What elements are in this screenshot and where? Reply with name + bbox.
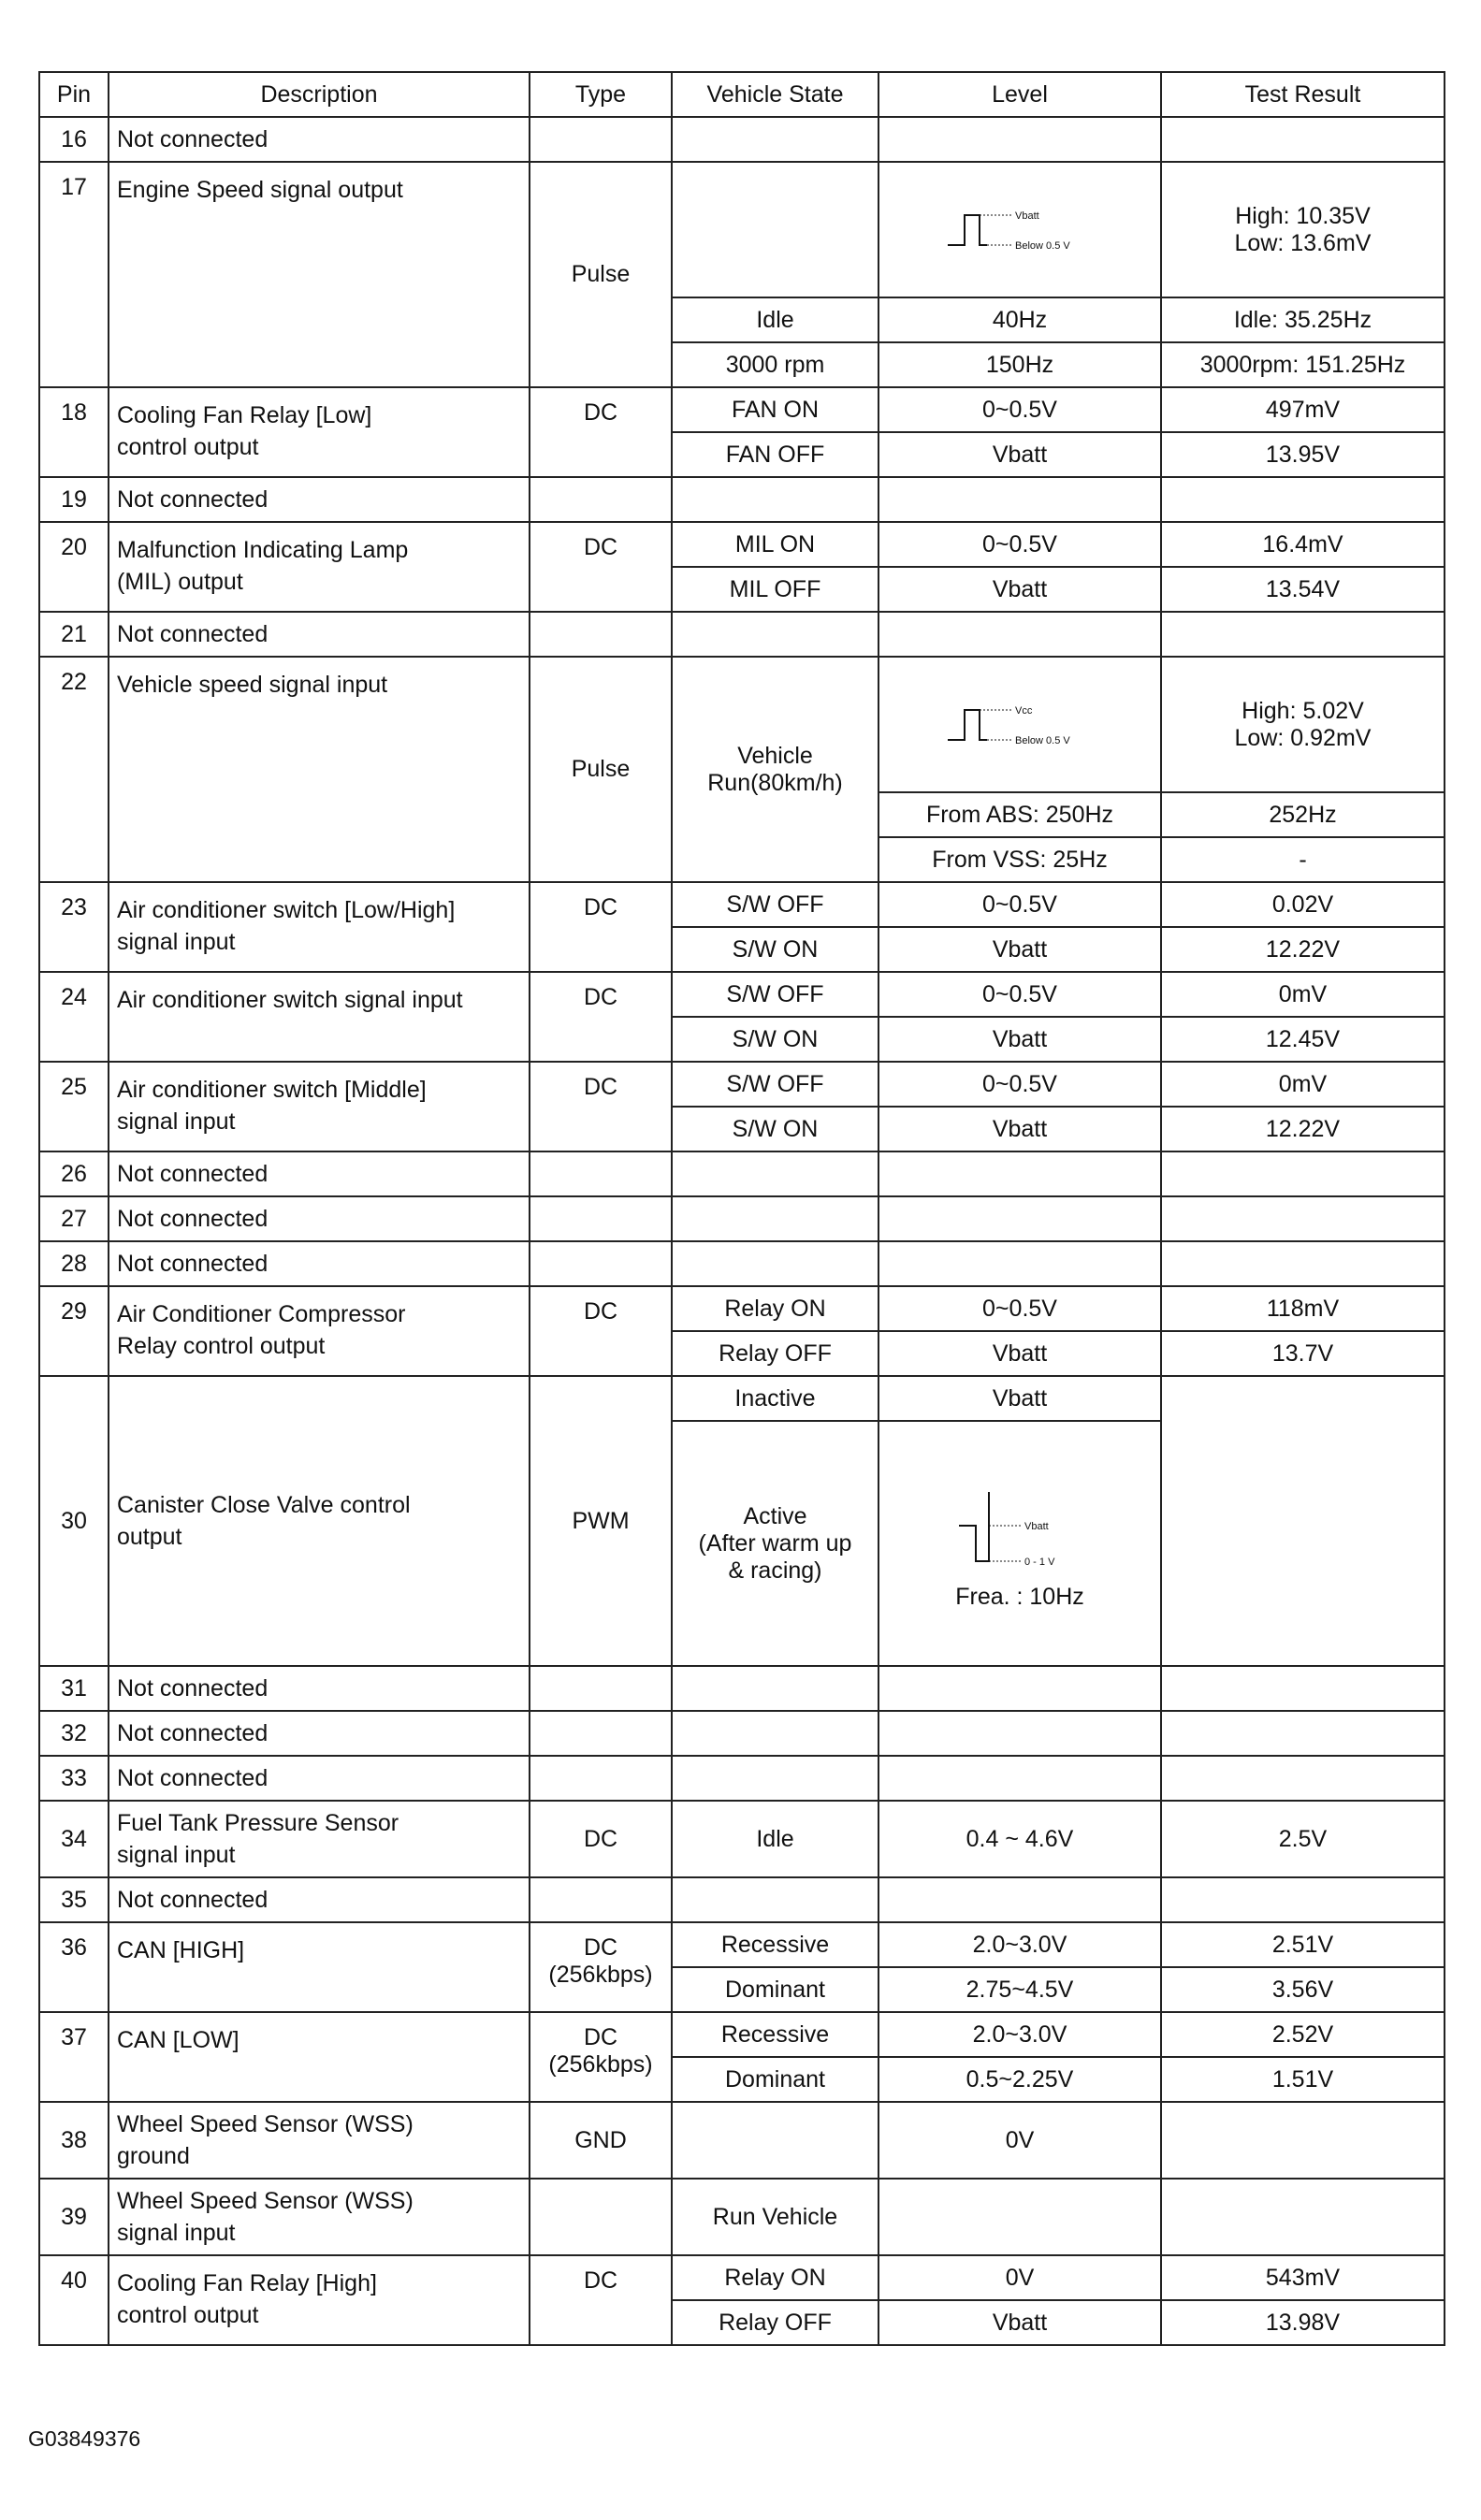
test-result: 0mV <box>1161 972 1445 1017</box>
header-type: Type <box>530 72 672 117</box>
test-result: 2.52V <box>1161 2012 1445 2057</box>
level: 0~0.5V <box>878 972 1161 1017</box>
vehicle-state: FAN ON <box>672 387 878 432</box>
table-row <box>39 1756 1445 1801</box>
table-row <box>39 1711 1445 1756</box>
vehicle-state: Recessive <box>672 2012 878 2057</box>
vehicle-state: Relay ON <box>672 1286 878 1331</box>
table-row <box>39 387 1445 432</box>
figure-id: G03849376 <box>28 2426 141 2451</box>
pin-number: 28 <box>39 1241 109 1286</box>
pin-number: 34 <box>39 1801 109 1877</box>
vehicle-state: Vehicle Run(80km/h) <box>672 657 878 882</box>
pin-number: 21 <box>39 612 109 657</box>
table-row <box>39 657 1445 792</box>
table-row <box>39 2102 1445 2179</box>
pin-description: CAN [HIGH] <box>109 1922 530 2012</box>
pin-number: 17 <box>39 162 109 387</box>
vehicle-state: 3000 rpm <box>672 342 878 387</box>
pin-description: Vehicle speed signal input <box>109 657 530 882</box>
test-result: Idle: 35.25Hz <box>1161 297 1445 342</box>
signal-type: DC <box>530 1801 672 1877</box>
level: 150Hz <box>878 342 1161 387</box>
table-row <box>39 1241 1445 1286</box>
table-row <box>39 2255 1445 2300</box>
pin-number: 27 <box>39 1196 109 1241</box>
test-result: 13.7V <box>1161 1331 1445 1376</box>
pin-description: Cooling Fan Relay [High] control output <box>109 2255 530 2345</box>
pin-number: 37 <box>39 2012 109 2102</box>
vehicle-state: Relay ON <box>672 2255 878 2300</box>
table-row <box>39 612 1445 657</box>
test-result: 3.56V <box>1161 1967 1445 2012</box>
pin-number: 18 <box>39 387 109 477</box>
table-row <box>39 522 1445 567</box>
test-result: 13.95V <box>1161 432 1445 477</box>
level: 0V <box>878 2255 1161 2300</box>
test-result: - <box>1161 837 1445 882</box>
pin-number: 29 <box>39 1286 109 1376</box>
level: 0V <box>878 2102 1161 2179</box>
test-result: 543mV <box>1161 2255 1445 2300</box>
vehicle-state: Recessive <box>672 1922 878 1967</box>
vehicle-state: Run Vehicle <box>672 2179 878 2255</box>
test-result: 13.54V <box>1161 567 1445 612</box>
waveform-cell <box>878 1421 1161 1666</box>
pin-description: Not connected <box>109 1151 530 1196</box>
table-row <box>39 1286 1445 1331</box>
test-result: 0.02V <box>1161 882 1445 927</box>
level: Vbatt <box>878 2300 1161 2345</box>
header-vehicle-state: Vehicle State <box>672 72 878 117</box>
vehicle-state: Dominant <box>672 1967 878 2012</box>
table-row <box>39 2012 1445 2057</box>
level: 0.5~2.25V <box>878 2057 1161 2102</box>
vehicle-state: S/W OFF <box>672 1062 878 1107</box>
test-result: 497mV <box>1161 387 1445 432</box>
pin-description: Canister Close Valve control output <box>109 1376 530 1666</box>
pin-number: 25 <box>39 1062 109 1151</box>
vehicle-state: MIL OFF <box>672 567 878 612</box>
test-result: 16.4mV <box>1161 522 1445 567</box>
vehicle-state: Inactive <box>672 1376 878 1421</box>
level: From VSS: 25Hz <box>878 837 1161 882</box>
level: 2.0~3.0V <box>878 1922 1161 1967</box>
level: 0~0.5V <box>878 522 1161 567</box>
test-result: 0mV <box>1161 1062 1445 1107</box>
signal-type: DC <box>530 387 672 477</box>
signal-type: DC <box>530 972 672 1062</box>
vehicle-state: S/W OFF <box>672 972 878 1017</box>
test-result: 12.22V <box>1161 1107 1445 1151</box>
signal-type: DC <box>530 1286 672 1376</box>
pin-description: Not connected <box>109 1196 530 1241</box>
pin-number: 19 <box>39 477 109 522</box>
pin-number: 26 <box>39 1151 109 1196</box>
table-row <box>39 162 1445 297</box>
level: 0~0.5V <box>878 1062 1161 1107</box>
vehicle-state: S/W ON <box>672 1107 878 1151</box>
pin-description: Air Conditioner Compressor Relay control output <box>109 1286 530 1376</box>
pin-number: 36 <box>39 1922 109 2012</box>
table-row <box>39 1196 1445 1241</box>
header-pin: Pin <box>39 72 109 117</box>
table-row <box>39 882 1445 927</box>
waveform-cell <box>878 162 1161 297</box>
pin-description: Engine Speed signal output <box>109 162 530 387</box>
pin-description: Not connected <box>109 1711 530 1756</box>
vehicle-state: MIL ON <box>672 522 878 567</box>
pin-number: 22 <box>39 657 109 882</box>
pin-description: Not connected <box>109 1756 530 1801</box>
test-result: 2.5V <box>1161 1801 1445 1877</box>
signal-type: Pulse <box>530 657 672 882</box>
pin-number: 30 <box>39 1376 109 1666</box>
vehicle-state: Active (After warm up & racing) <box>672 1421 878 1666</box>
pin-description: Not connected <box>109 1241 530 1286</box>
test-result: 1.51V <box>1161 2057 1445 2102</box>
test-result: 118mV <box>1161 1286 1445 1331</box>
pwm-frequency: Frea. : 10Hz <box>955 1583 1084 1610</box>
table-row <box>39 1062 1445 1107</box>
header-test-result: Test Result <box>1161 72 1445 117</box>
signal-type: PWM <box>530 1376 672 1666</box>
test-result: 3000rpm: 151.25Hz <box>1161 342 1445 387</box>
vehicle-state: Relay OFF <box>672 2300 878 2345</box>
table-row <box>39 1666 1445 1711</box>
vehicle-state: S/W ON <box>672 1017 878 1062</box>
pin-description: Not connected <box>109 477 530 522</box>
level: Vbatt <box>878 432 1161 477</box>
pin-number: 16 <box>39 117 109 162</box>
pulse-waveform-icon <box>931 695 1109 755</box>
test-result: 12.45V <box>1161 1017 1445 1062</box>
table-row <box>39 1151 1445 1196</box>
test-result: 12.22V <box>1161 927 1445 972</box>
table-row <box>39 477 1445 522</box>
test-result: 13.98V <box>1161 2300 1445 2345</box>
pin-description: Fuel Tank Pressure Sensor signal input <box>109 1801 530 1877</box>
level: Vbatt <box>878 1376 1161 1421</box>
pin-number: 20 <box>39 522 109 612</box>
pin-description: Not connected <box>109 612 530 657</box>
pin-description: Air conditioner switch [Low/High] signal input <box>109 882 530 972</box>
level: 0~0.5V <box>878 882 1161 927</box>
table-header-row <box>39 72 1445 117</box>
table-row <box>39 1801 1445 1877</box>
pin-description: Not connected <box>109 117 530 162</box>
waveform-cell <box>878 657 1161 792</box>
pin-description: Not connected <box>109 1666 530 1711</box>
vehicle-state: Relay OFF <box>672 1331 878 1376</box>
level: 2.0~3.0V <box>878 2012 1161 2057</box>
vehicle-state: Idle <box>672 297 878 342</box>
pin-description: Wheel Speed Sensor (WSS) ground <box>109 2102 530 2179</box>
pin-number: 38 <box>39 2102 109 2179</box>
signal-type: DC (256kbps) <box>530 1922 672 2012</box>
header-description: Description <box>109 72 530 117</box>
test-result: High: 10.35V Low: 13.6mV <box>1161 162 1445 297</box>
waveform-high-label: Vcc <box>1015 704 1033 717</box>
signal-type: DC (256kbps) <box>530 2012 672 2102</box>
level: Vbatt <box>878 1017 1161 1062</box>
vehicle-state: Idle <box>672 1801 878 1877</box>
pin-description: Cooling Fan Relay [Low] control output <box>109 387 530 477</box>
test-result: 2.51V <box>1161 1922 1445 1967</box>
pin-number: 23 <box>39 882 109 972</box>
pin-number: 33 <box>39 1756 109 1801</box>
signal-type: DC <box>530 882 672 972</box>
table-row <box>39 2179 1445 2255</box>
table-row <box>39 117 1445 162</box>
pin-description: Air conditioner switch [Middle] signal input <box>109 1062 530 1151</box>
signal-type: DC <box>530 2255 672 2345</box>
pin-table <box>38 71 1445 2346</box>
pin-number: 31 <box>39 1666 109 1711</box>
vehicle-state: S/W ON <box>672 927 878 972</box>
pin-number: 24 <box>39 972 109 1062</box>
pwm-waveform-icon <box>931 1477 1109 1580</box>
table-row <box>39 1877 1445 1922</box>
test-result: 252Hz <box>1161 792 1445 837</box>
waveform-high-label: Vbatt <box>1024 1520 1049 1532</box>
vehicle-state: Dominant <box>672 2057 878 2102</box>
test-result: High: 5.02V Low: 0.92mV <box>1161 657 1445 792</box>
pin-number: 39 <box>39 2179 109 2255</box>
pin-description: Not connected <box>109 1877 530 1922</box>
pulse-waveform-icon <box>931 200 1109 260</box>
waveform-low-label: Below 0.5 V <box>1015 734 1070 746</box>
level: 40Hz <box>878 297 1161 342</box>
table-row <box>39 1376 1445 1421</box>
waveform-low-label: Below 0.5 V <box>1015 239 1070 252</box>
vehicle-state: FAN OFF <box>672 432 878 477</box>
pin-description: Malfunction Indicating Lamp (MIL) output <box>109 522 530 612</box>
signal-type: GND <box>530 2102 672 2179</box>
level: 0~0.5V <box>878 1286 1161 1331</box>
level: Vbatt <box>878 1107 1161 1151</box>
pin-description: CAN [LOW] <box>109 2012 530 2102</box>
waveform-low-label: 0 - 1 V <box>1024 1556 1055 1568</box>
level: 2.75~4.5V <box>878 1967 1161 2012</box>
pin-number: 35 <box>39 1877 109 1922</box>
level: 0.4 ~ 4.6V <box>878 1801 1161 1877</box>
level: Vbatt <box>878 927 1161 972</box>
level: From ABS: 250Hz <box>878 792 1161 837</box>
signal-type: DC <box>530 1062 672 1151</box>
level: 0~0.5V <box>878 387 1161 432</box>
waveform-high-label: Vbatt <box>1015 210 1039 222</box>
pin-description: Wheel Speed Sensor (WSS) signal input <box>109 2179 530 2255</box>
level: Vbatt <box>878 1331 1161 1376</box>
signal-type: Pulse <box>530 162 672 387</box>
pin-number: 40 <box>39 2255 109 2345</box>
pin-number: 32 <box>39 1711 109 1756</box>
pin-description: Air conditioner switch signal input <box>109 972 530 1062</box>
table-row <box>39 1922 1445 1967</box>
header-level: Level <box>878 72 1161 117</box>
level: Vbatt <box>878 567 1161 612</box>
table-row <box>39 972 1445 1017</box>
signal-type: DC <box>530 522 672 612</box>
vehicle-state: S/W OFF <box>672 882 878 927</box>
